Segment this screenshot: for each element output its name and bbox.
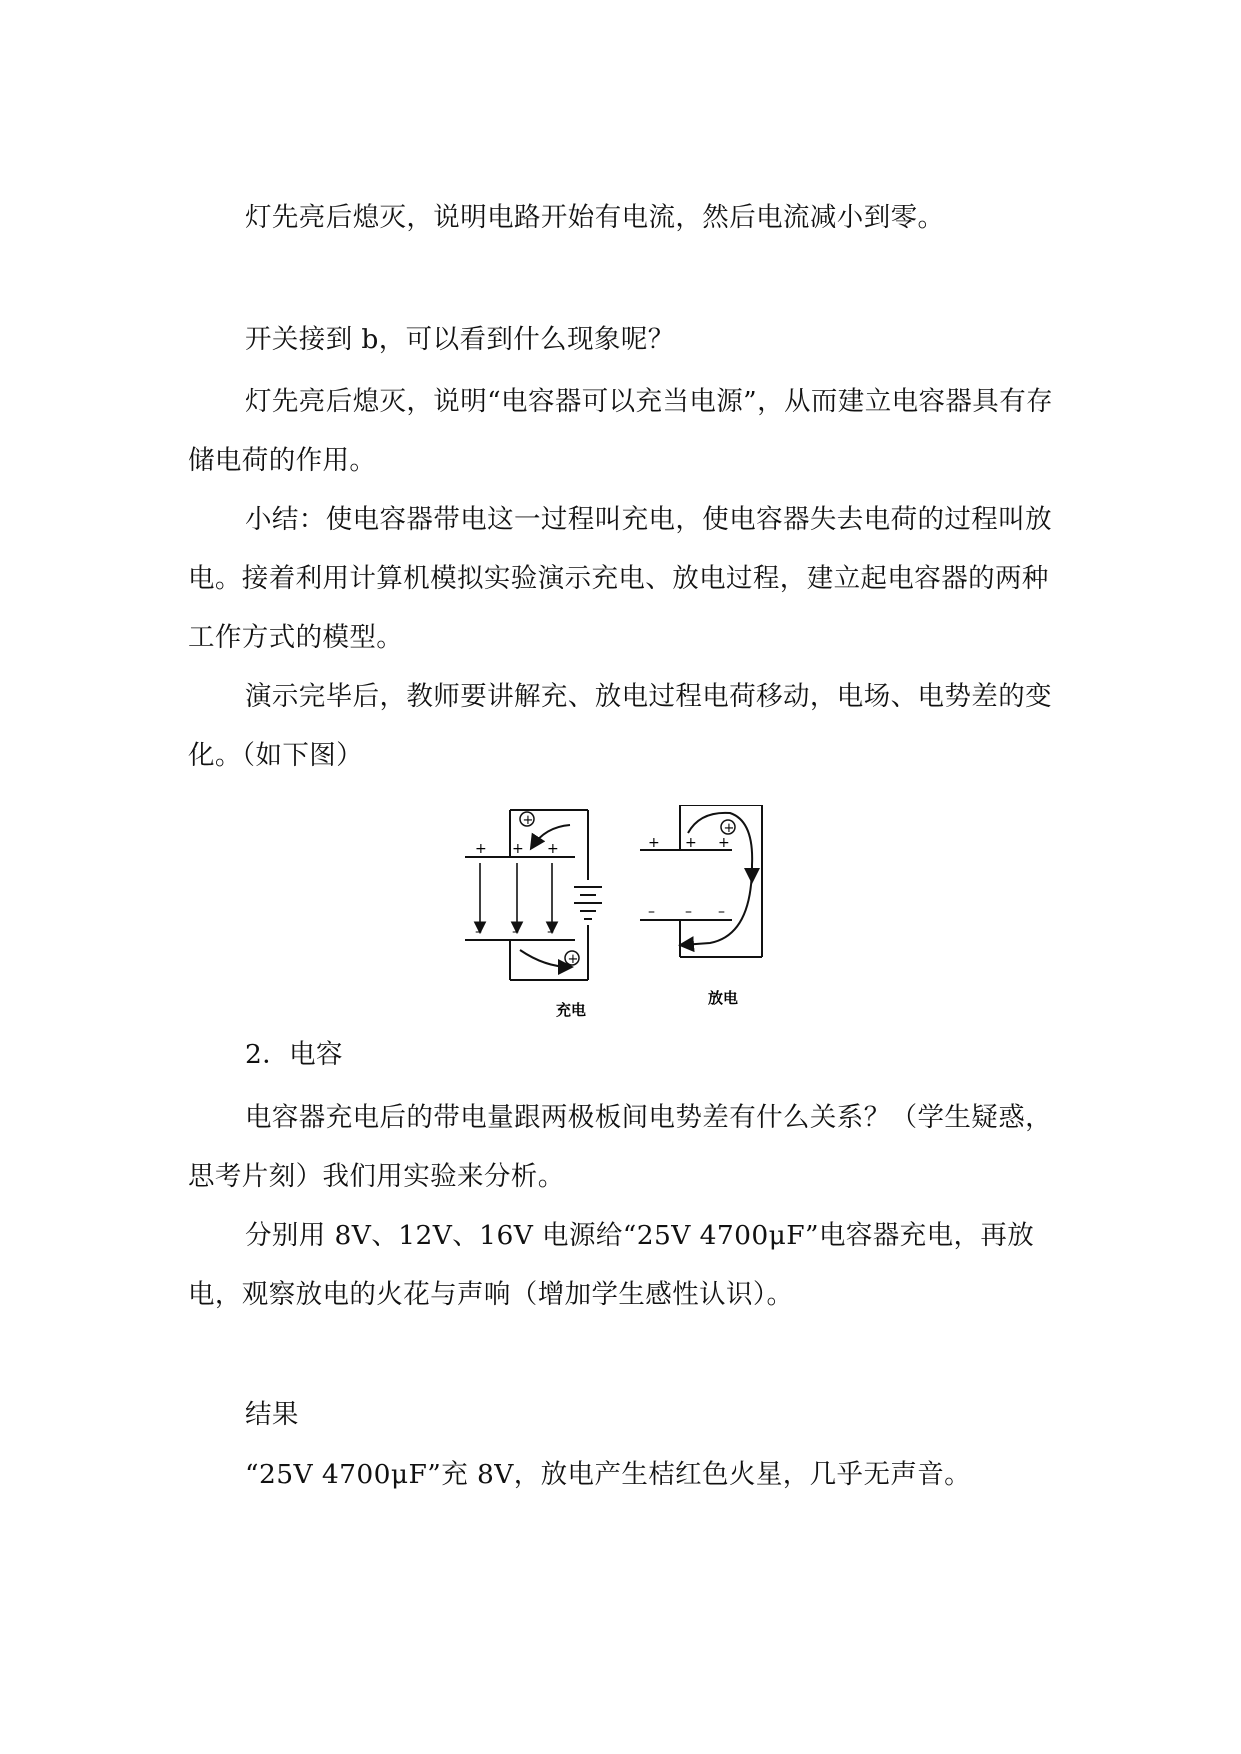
- svg-text:+: +: [522, 813, 534, 828]
- charge-positive-top: [520, 812, 534, 828]
- discharge-current-arrow: [682, 813, 752, 945]
- paragraph-capacitor-power-source: 灯先亮后熄灭，说明“电容器可以充当电源”，从而建立电容器具有存储电荷的作用。: [188, 386, 1053, 476]
- charge-minus-2: –: [512, 924, 519, 940]
- charge-plus-2: +: [512, 841, 524, 857]
- svg-text:+: +: [723, 821, 735, 836]
- discharge-minus-1: –: [648, 904, 655, 920]
- paragraph-experiment: 分别用 8V、12V、16V 电源给“25V 4700μF”电容器充电，再放电，观察放电的火花与声响（增加学生感性认识）。: [188, 1220, 1035, 1310]
- discharge-plus-3: +: [718, 835, 730, 851]
- section-heading-capacitance: 2．电容: [245, 1039, 343, 1070]
- paragraph-result-8v: “25V 4700μF”充 8V，放电产生桔红色火星，几乎无声音。: [245, 1459, 972, 1490]
- charge-plus-1: +: [475, 841, 487, 857]
- charge-caption: 充电: [556, 1001, 587, 1019]
- paragraph-bulb-off: 灯先亮后熄灭，说明电路开始有电流，然后电流减小到零。: [245, 202, 945, 233]
- paragraph-demo-explain: 演示完毕后，教师要讲解充、放电过程电荷移动，电场、电势差的变化。（如下图）: [188, 681, 1052, 771]
- charge-minus-1: –: [475, 924, 482, 940]
- paragraph-summary: 小结：使电容器带电这一过程叫充电，使电容器失去电荷的过程叫放电。接着利用计算机模拟实验演示充电、放电过程，建立起电容器的两种工作方式的模型。: [188, 504, 1052, 653]
- charge-discharge-diagram: [460, 805, 860, 1025]
- charge-minus-3: –: [547, 924, 554, 940]
- discharging-circuit: [640, 805, 762, 957]
- discharge-positive-charge: [721, 820, 735, 836]
- paragraph-switch-b-question: 开关接到 b，可以看到什么现象呢？: [245, 324, 675, 355]
- paragraph-charge-voltage-question: 电容器充电后的带电量跟两极板间电势差有什么关系？（学生疑惑，思考片刻）我们用实验来分析。: [188, 1102, 1052, 1192]
- discharge-plus-1: +: [648, 835, 660, 851]
- charge-plus-3: +: [547, 841, 559, 857]
- discharge-minus-3: –: [718, 904, 725, 920]
- charge-current-arrow-bottom: [520, 950, 570, 967]
- paragraph-result-heading: 结果: [245, 1399, 299, 1430]
- discharge-plus-2: +: [685, 835, 697, 851]
- electric-field-arrows: [480, 863, 552, 931]
- battery-icon: [574, 887, 602, 919]
- svg-text:+: +: [567, 952, 579, 967]
- charge-positive-bottom: [565, 951, 579, 967]
- discharge-minus-2: –: [685, 904, 692, 920]
- discharge-caption: 放电: [708, 989, 739, 1007]
